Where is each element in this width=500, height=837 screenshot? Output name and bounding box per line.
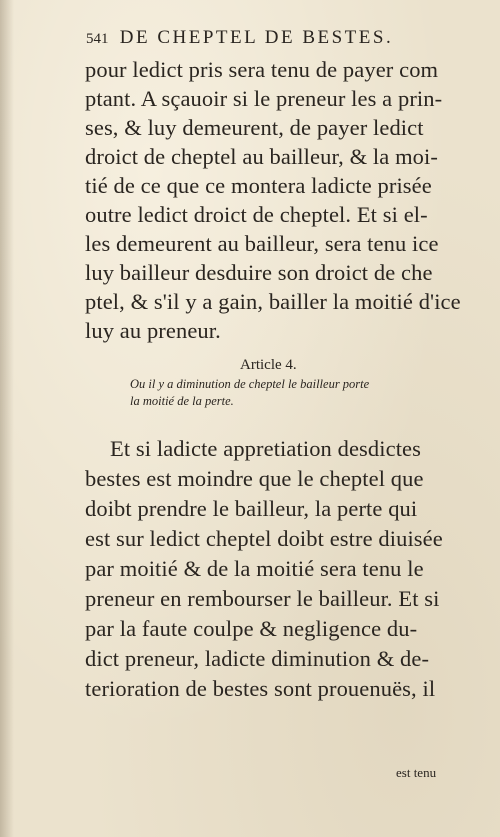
text-line: tié de ce que ce montera ladicte prisée — [85, 173, 432, 198]
text-line: par moitié & de la moitié sera tenu le — [85, 556, 424, 581]
catchword: est tenu — [396, 765, 437, 780]
text-line: ptant. A sçauoir si le preneur les a prin- — [85, 86, 443, 111]
text-line: Et si ladicte appretiation desdictes — [110, 436, 421, 461]
running-header — [86, 24, 466, 52]
text-line: luy au preneur. — [85, 318, 221, 343]
marginal-gloss-line: Ou il y a diminution de cheptel le bailleur porte — [130, 377, 370, 391]
text-line: preneur en rembourser le bailleur. Et si — [85, 586, 440, 611]
text-line: outre ledict droict de cheptel. Et si el- — [85, 202, 428, 227]
text-line: terioration de bestes sont prouenuës, il — [85, 676, 436, 701]
text-line: est sur ledict cheptel doibt estre diuisée — [85, 526, 443, 551]
running-title: DE CHEPTEL DE BESTES. — [119, 27, 394, 48]
text-line: dict preneur, ladicte diminution & de- — [85, 646, 430, 671]
text-line: pour ledict pris sera tenu de payer com — [85, 57, 439, 82]
text-line: bestes est moindre que le cheptel que — [85, 466, 424, 491]
article-heading: Article 4. — [240, 357, 297, 373]
text-line: luy bailleur desduire son droict de che — [85, 260, 433, 285]
text-line: les demeurent au bailleur, sera tenu ice — [85, 231, 439, 256]
text-line: droict de cheptel au bailleur, & la moi- — [85, 144, 438, 169]
page-number: 541 — [86, 31, 109, 47]
text-line: ses, & luy demeurent, de payer ledict — [85, 115, 424, 140]
page-gutter-shadow — [0, 0, 14, 837]
text-line: doibt prendre le bailleur, la perte qui — [85, 496, 418, 521]
marginal-gloss-line: la moitié de la perte. — [130, 394, 234, 408]
text-line: par la faute coulpe & negligence du- — [85, 616, 418, 641]
text-line: ptel, & s'il y a gain, bailler la moitié d'ice — [85, 289, 461, 314]
